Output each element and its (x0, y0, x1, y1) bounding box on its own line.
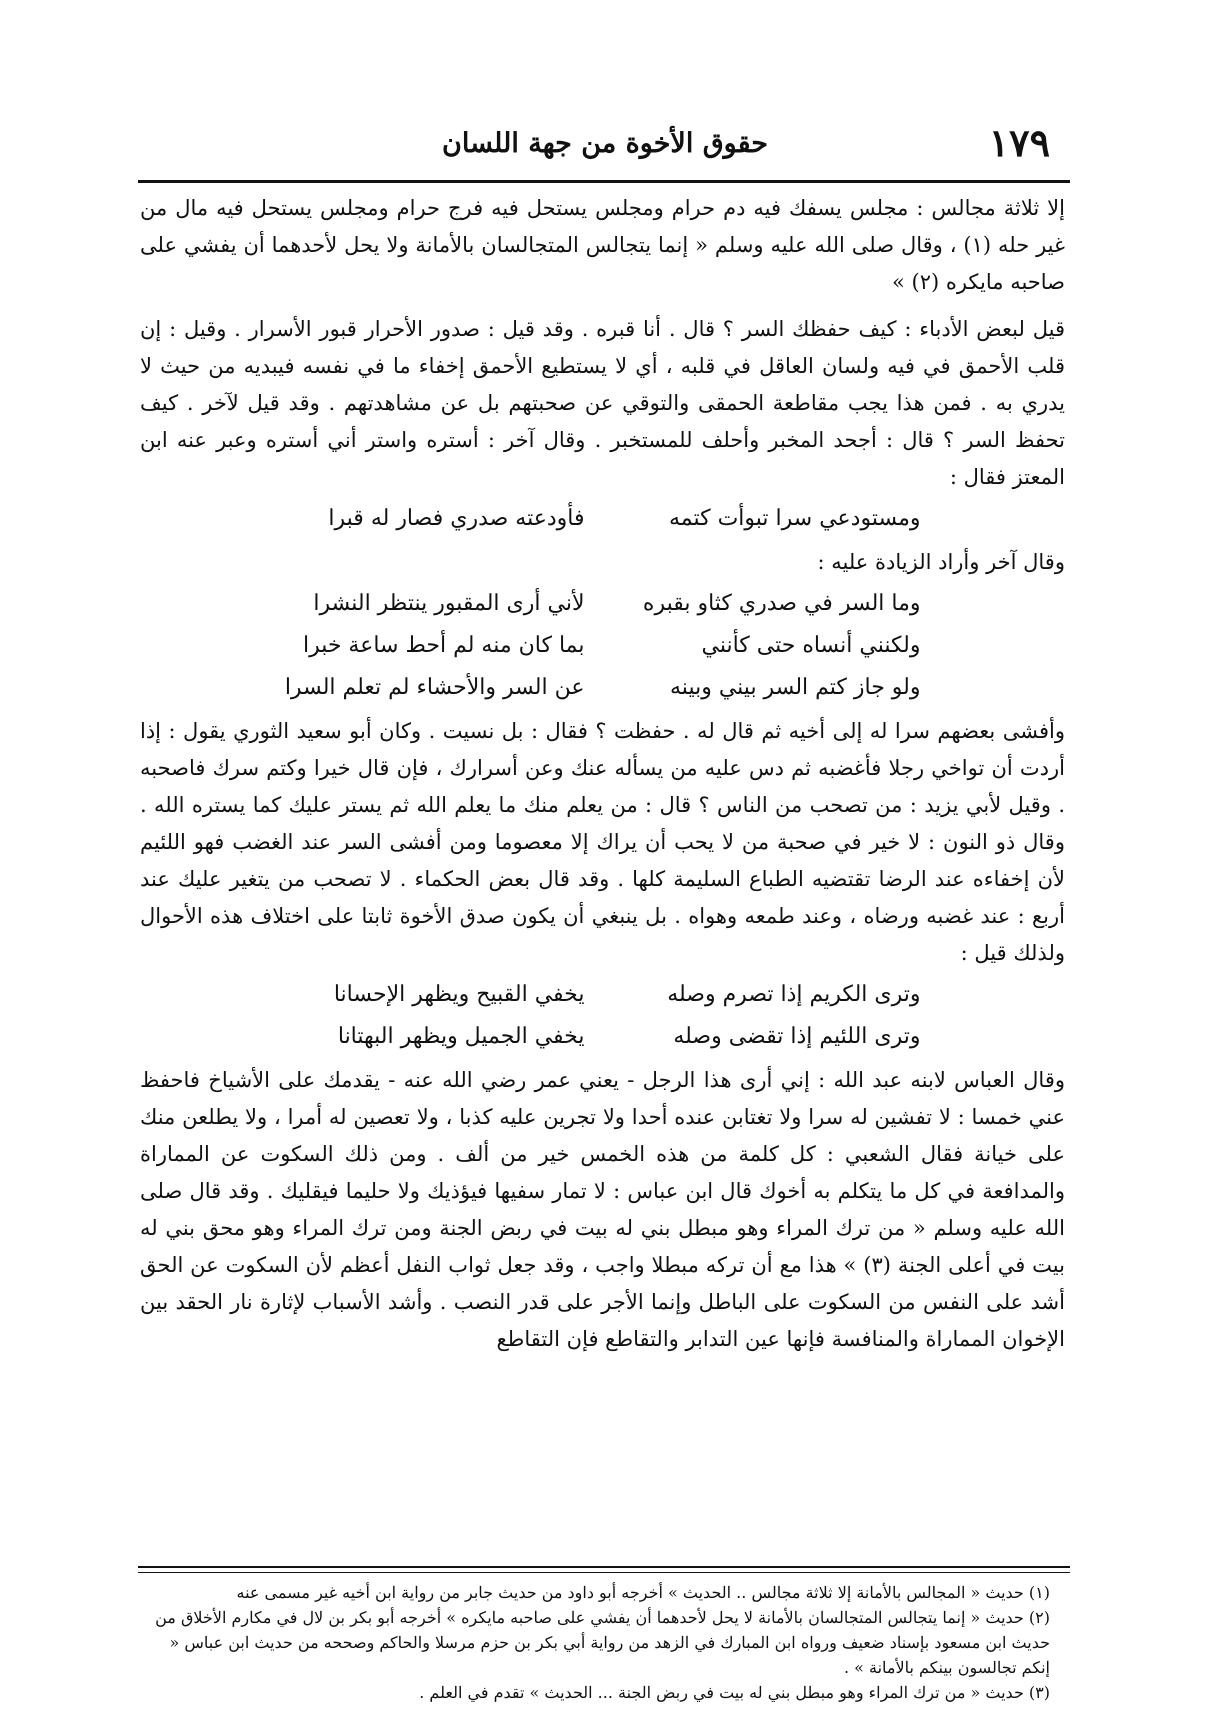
page-number: ١٧٩ (988, 120, 1050, 165)
verse-hemistich: يخفي القبيح ويظهر الإحسانا (333, 982, 585, 1007)
footnote: (٢) حديث « إنما يتجالس المتجالسان بالأمانة لا يحل لأحدهما أن يفشي على صاحبه مايكره » أخرجه أبو بكر بن لال في مكارم الأخلاق من حديث ابن مسعود بإسناد ضعيف ورواه ابن المبارك في الزهد من رواية أبي بكر بن حزم مرسلا والحاكم وصححه من حديث ابن عباس « إنكم تجالسون بينكم بالأمانة » . (155, 1608, 1050, 1677)
footnote: (٣) حديث « من ترك المراء وهو مبطل بني له بيت في ربض الجنة ... الحديث » تقدم في العلم . (419, 1683, 1050, 1702)
verse-line (140, 974, 1065, 1016)
verse-hemistich: وترى اللئيم إذا تقضى وصله (673, 1024, 921, 1049)
poem (140, 583, 1065, 709)
verse-line (140, 667, 1065, 709)
verse-hemistich: يخفي الجميل ويظهر البهتانا (337, 1024, 585, 1049)
verse-hemistich: وترى الكريم إذا تصرم وصله (667, 982, 921, 1007)
main-text (140, 190, 1065, 1358)
footnote-rule-thin (138, 1572, 1070, 1573)
verse-hemistich: فأودعته صدري فصار له قبرا (328, 506, 585, 531)
paragraph: وقال آخر وأراد الزيادة عليه : (817, 550, 1065, 574)
verse-line (140, 498, 1065, 540)
paragraph: إلا ثلاثة مجالس : مجلس يسفك فيه دم حرام ومجلس يستحل فيه فرج حرام ومجلس يستحل فيه مال من غير حله (١) ، وقال صلى الله عليه وسلم « إنما يتجالس المتجالسان بالأمانة ولا يحل لأحدهما أن يفشي على صاحبه مايكره (٢) » (140, 196, 1065, 294)
poem (140, 974, 1065, 1058)
verse-hemistich: بما كان منه لم أحط ساعة خبرا (302, 633, 585, 658)
paragraph: وأفشى بعضهم سرا له إلى أخيه ثم قال له . حفظت ؟ فقال : بل نسيت . وكان أبو سعيد الثوري يقول : إذا أردت أن تواخي رجلا فأغضبه ثم دس عليه من يسأله عنك وعن أسرارك ، فإن قال خيرا وكتم سرك فاصحبه . وقيل لأبي يزيد : من تصحب من الناس ؟ قال : من يعلم منك ما يعلم الله ثم يستر عليك كما يستره الله . وقال ذو النون : لا خير في صحبة من لا يحب أن يراك إلا معصوما ومن أفشى السر عند الغضب فهو اللئيم لأن إخفاءه عند الرضا تقتضيه الطباع السليمة كلها . وقد قال بعض الحكماء . لا تصحب من يتغير عليك عند أربع : عند غضبه ورضاه ، وعند طمعه وهواه . بل ينبغي أن يكون صدق الأخوة ثابتا على اختلاف هذه الأحوال ولذلك قيل : (140, 719, 1065, 965)
verse-hemistich: عن السر والأحشاء لم تعلم السرا (284, 675, 585, 700)
verse-hemistich: وما السر في صدري كثاو بقبره (642, 591, 921, 616)
footnotes (150, 1580, 1050, 1705)
poem (140, 498, 1065, 540)
verse-hemistich: ولكنني أنساه حتى كأنني (701, 633, 921, 658)
verse-hemistich: ولو جاز كتم السر بيني وبينه (670, 675, 921, 700)
footnote-rule (138, 1566, 1070, 1568)
footnote: (١) حديث « المجالس بالأمانة إلا ثلاثة مجالس .. الحديث » أخرجه أبو داود من حديث جابر من رواية ابن أخيه غير مسمى عنه (236, 1583, 1050, 1602)
page-header (140, 120, 1070, 176)
running-title: حقوق الأخوة من جهة اللسان (442, 128, 768, 159)
verse-hemistich: لأني أرى المقبور ينتظر النشرا (313, 591, 585, 616)
paragraph: قيل لبعض الأدباء : كيف حفظك السر ؟ قال . أنا قبره . وقد قيل : صدور الأحرار قبور الأسرار . وقيل : إن قلب الأحمق في فيه ولسان العاقل في قلبه ، أي لا يستطيع الأحمق إخفاء ما في نفسه فيبديه من حيث لا يدري به . فمن هذا يجب مقاطعة الحمقى والتوقي عن صحبتهم بل عن مشاهدتهم . وقد قيل لآخر . كيف تحفظ السر ؟ قال : أجحد المخبر وأحلف للمستخبر . وقال آخر : أستره واستر أني أستره وعبر عنه ابن المعتز فقال : (140, 317, 1065, 489)
paragraph: وقال العباس لابنه عبد الله : إني أرى هذا الرجل - يعني عمر رضي الله عنه - يقدمك على الأشياخ فاحفظ عني خمسا : لا تفشين له سرا ولا تغتابن عنده أحدا ولا تجرين عليه كذبا ، ولا تعصين له أمرا ، ولا يطلعن منك على خيانة فقال الشعبي : كل كلمة من هذه الخمس خير من ألف . ومن ذلك السكوت عن المماراة والمدافعة في كل ما يتكلم به أخوك قال ابن عباس : لا تمار سفيها فيؤذيك ولا حليما فيقليك . وقد قال صلى الله عليه وسلم « من ترك المراء وهو مبطل بني له بيت في ربض الجنة ومن ترك المراء وهو محق بني له بيت في أعلى الجنة (٣) » هذا مع أن تركه مبطلا واجب ، وقد جعل ثواب النفل أعظم لأن السكوت عن الحق أشد على النفس من السكوت على الباطل وإنما الأجر على قدر النصب . وأشد الأسباب لإثارة نار الحقد بين الإخوان المماراة والمنافسة فإنها عين التدابر والتقاطع فإن التقاطع (140, 1068, 1065, 1351)
verse-line (140, 583, 1065, 625)
header-rule (138, 180, 1070, 183)
verse-line (140, 1016, 1065, 1058)
verse-line (140, 625, 1065, 667)
verse-hemistich: ومستودعي سرا تبوأت كتمه (668, 506, 921, 531)
